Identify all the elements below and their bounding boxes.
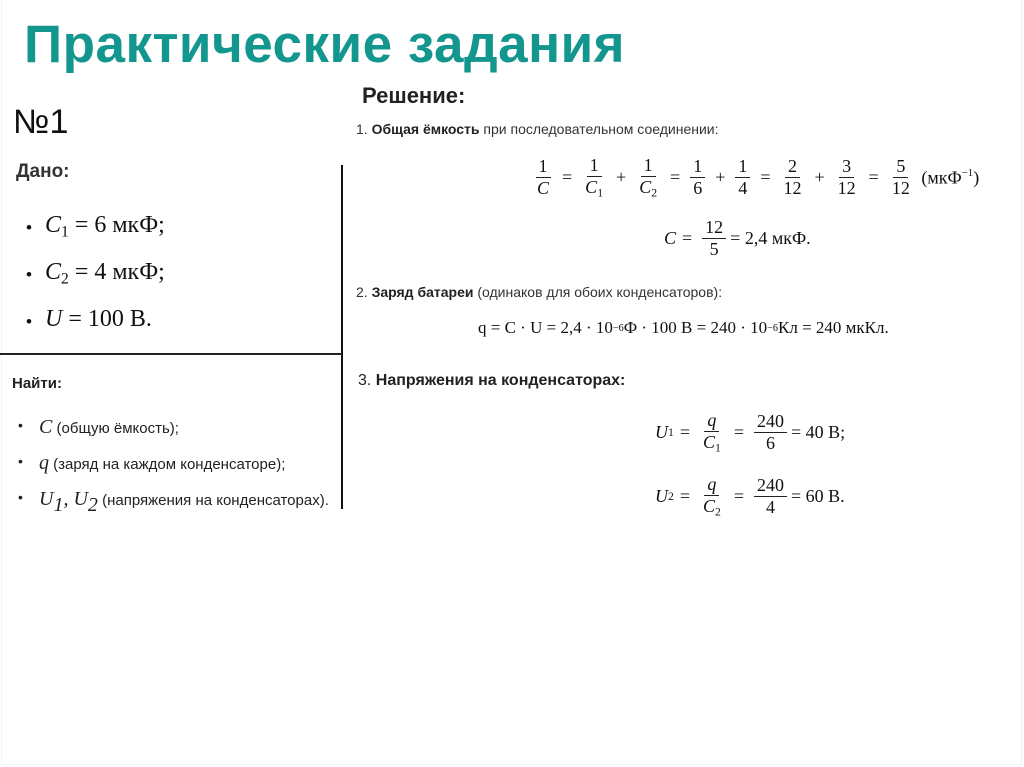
solution-heading: Решение: (362, 83, 466, 108)
given-item-c2: • $C_2 = 4$ мкФ; (18, 259, 165, 306)
equation-voltage-u2: U 2 = $\frac{q}{C_2}$ = $\frac{240}{4}$ = 60 В. (655, 474, 845, 519)
find-item-charge: • q (заряд на каждом конденсаторе); (12, 452, 329, 488)
task-number: №1 (13, 103, 69, 141)
find-heading: Найти: (12, 375, 62, 392)
given-heading: Дано: (16, 161, 70, 182)
find-list (12, 416, 329, 524)
given-item-u: • U = 100 В. (18, 306, 165, 353)
equation-charge: q = C · U = 2,4 · 10 −6 Ф · 100 В = 240 · 10 −6 Кл = 240 мкКл. (478, 318, 889, 337)
given-list (18, 212, 165, 353)
equation-voltage-u1: U 1 = $\frac{q}{C_1}$ = $\frac{240}{6}$ = 40 В; (655, 410, 846, 455)
equation-total-capacitance: C = $\frac{12}{5}$ = 2,4 мкФ. (664, 217, 811, 259)
horizontal-divider (0, 353, 342, 355)
find-item-capacitance: • C (общую ёмкость); (12, 416, 329, 452)
step-2-label: 2. Заряд батареи (одинаков для обоих конденсаторов): (356, 284, 723, 300)
step-3-label: 3. Напряжения на конденсаторах: (358, 372, 626, 389)
find-item-voltages: • $U_1$, $U_2$ (напряжения на конденсаторах). (12, 488, 329, 524)
equation-reciprocal-capacitance: $\frac{1}{C}$ = $\frac{1}{C_1}$ + $\frac{1}{C_2}$ = $\frac{1}{6}$ + $\frac{1}{4}$ = $\frac{2}{12}$ + $\frac{3}{12}$ = $\frac{5}{12}$ (мкФ$^{-1}$) (537, 155, 980, 200)
slide-title: Практические задания (24, 15, 626, 74)
given-item-c1: • $C_1 = 6$ мкФ; (18, 212, 165, 259)
step-1-label: 1. Общая ёмкость при последовательном соединении: (356, 121, 719, 137)
vertical-divider (341, 165, 343, 509)
